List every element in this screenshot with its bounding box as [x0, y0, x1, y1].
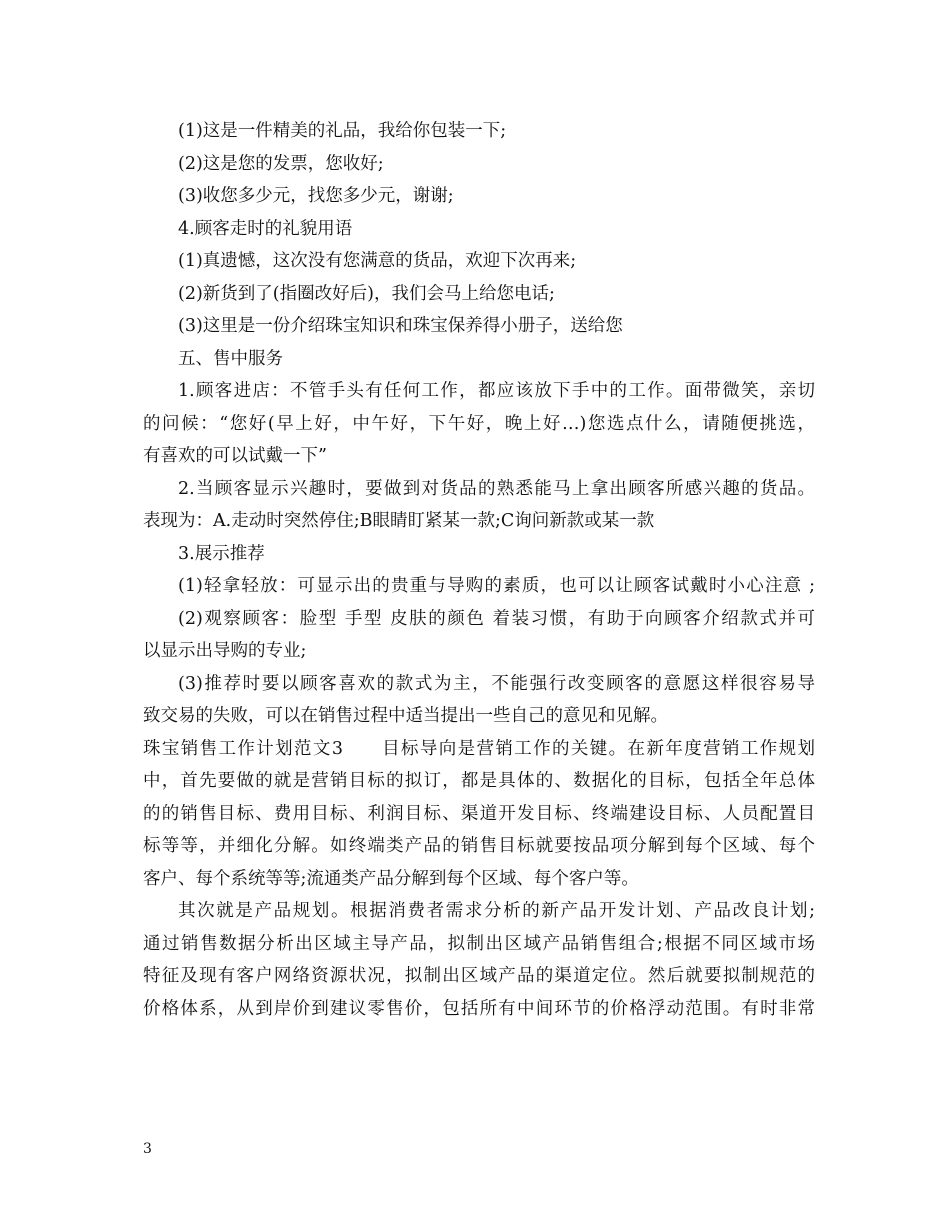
text-line: 价格体系，从到岸价到建议零售价，包括所有中间环节的价格浮动范围。有时非常	[143, 998, 815, 1019]
text-line: 其次就是产品规划。根据消费者需求分析的新产品开发计划、产品改良计划;	[178, 901, 815, 921]
section-heading: 4.顾客走时的礼貌用语	[178, 218, 353, 239]
text-line: 表现为：A.走动时突然停住;B眼睛盯紧某一款;C询问新款或某一款	[143, 511, 655, 531]
text-line: 中，首先要做的就是营销目标的拟订，都是具体的、数据化的目标，包括全年总体	[143, 771, 815, 791]
text-line: 以显示出导购的专业;	[143, 641, 307, 661]
text-line: (2)新货到了(指圈改好后)，我们会马上给您电话;	[178, 283, 555, 304]
document-body	[143, 115, 815, 1025]
text-line: (1)真遗憾，这次没有您满意的货品，欢迎下次再来;	[178, 251, 577, 271]
page-number: 3	[143, 1141, 152, 1157]
text-line: 1.顾客进店：不管手头有任何工作，都应该放下手中的工作。面带微笑，亲切	[178, 381, 815, 401]
text-line: 标等等，并细化分解。如终端类产品的销售目标就要按品项分解到每个区域、每个	[143, 836, 815, 856]
text-line: 的的销售目标、费用目标、利润目标、渠道开发目标、终端建设目标、人员配置目	[143, 803, 815, 824]
text-line: (3)这里是一份介绍珠宝知识和珠宝保养得小册子，送给您	[178, 316, 623, 336]
text-line: 珠宝销售工作计划范文3 目标导向是营销工作的关键。在新年度营销工作规划	[143, 738, 815, 759]
text-line: (2)这是您的发票，您收好;	[178, 153, 384, 174]
text-line: 的问候：“您好(早上好，中午好，下午好，晚上好…)您选点什么，请随便挑选，	[143, 413, 815, 434]
text-line: 有喜欢的可以试戴一下”	[143, 446, 327, 466]
section-heading: 五、售中服务	[178, 348, 283, 369]
text-line: (2)观察顾客：脸型 手型 皮肤的颜色 着装习惯，有助于向顾客介绍款式并可	[178, 608, 815, 629]
text-line: (1)轻拿轻放：可显示出的贵重与导购的素质，也可以让顾客试戴时小心注意 ;	[178, 576, 815, 596]
text-line: 通过销售数据分析出区域主导产品，拟制出区域产品销售组合;根据不同区域市场	[143, 933, 815, 954]
text-line: (1)这是一件精美的礼品，我给你包装一下;	[178, 121, 507, 141]
text-line: (3)收您多少元，找您多少元，谢谢;	[178, 186, 454, 206]
text-line: 特征及现有客户网络资源状况，拟制出区域产品的渠道定位。然后就要拟制规范的	[143, 966, 815, 986]
text-line: 致交易的失败，可以在销售过程中适当提出一些自己的意见和见解。	[143, 706, 668, 726]
section-heading: 3.展示推荐	[178, 543, 265, 564]
text-line: 客户、每个系统等等;流通类产品分解到每个区域、每个客户等。	[143, 868, 639, 889]
text-line: (3)推荐时要以顾客喜欢的款式为主，不能强行改变顾客的意愿这样很容易导	[178, 673, 815, 694]
text-line: 2.当顾客显示兴趣时，要做到对货品的熟悉能马上拿出顾客所感兴趣的货品。	[178, 478, 815, 499]
